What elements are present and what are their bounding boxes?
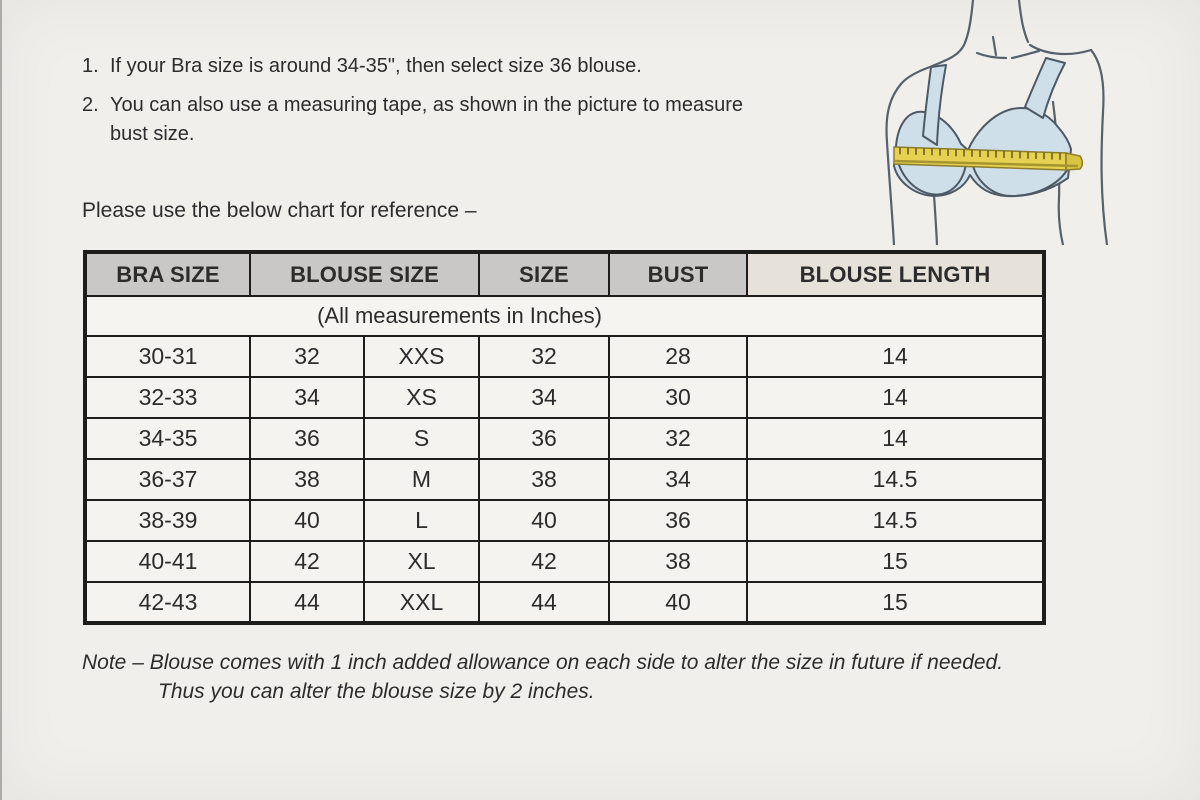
note	[82, 648, 1092, 706]
cell-blouse_size_letter: XL	[364, 541, 479, 582]
cell-bust: 34	[609, 459, 747, 500]
subheader-row	[85, 296, 1044, 336]
cell-blouse_length: 14	[747, 418, 1044, 459]
table-row	[85, 500, 1044, 541]
cell-blouse_length: 14.5	[747, 459, 1044, 500]
col-header-size: SIZE	[479, 252, 609, 296]
size-chart-body	[85, 336, 1044, 623]
cell-blouse_length: 15	[747, 541, 1044, 582]
cell-blouse_size_number: 34	[250, 377, 364, 418]
cell-blouse_length: 14.5	[747, 500, 1044, 541]
cell-size: 36	[479, 418, 609, 459]
cell-blouse_size_number: 40	[250, 500, 364, 541]
table-row	[85, 377, 1044, 418]
cell-bust: 30	[609, 377, 747, 418]
cell-blouse_size_letter: S	[364, 418, 479, 459]
cell-blouse_size_letter: XS	[364, 377, 479, 418]
cell-size: 32	[479, 336, 609, 377]
note-line-1: Note – Blouse comes with 1 inch added allowance on each side to alter the size in future if needed.	[82, 651, 1004, 674]
cell-bra_size: 30-31	[85, 336, 250, 377]
cell-blouse_size_number: 44	[250, 582, 364, 623]
cell-size: 40	[479, 500, 609, 541]
cell-bust: 36	[609, 500, 747, 541]
col-header-bra-size: BRA SIZE	[85, 252, 250, 296]
cell-size: 44	[479, 582, 609, 623]
bust-measurement-illustration	[880, 0, 1200, 245]
bra-shape	[894, 58, 1071, 196]
cell-size: 38	[479, 459, 609, 500]
cell-bra_size: 42-43	[85, 582, 250, 623]
cell-blouse_size_letter: M	[364, 459, 479, 500]
col-header-blouse-length: BLOUSE LENGTH	[747, 252, 1044, 296]
col-header-blouse-size: BLOUSE SIZE	[250, 252, 479, 296]
cell-blouse_length: 15	[747, 582, 1044, 623]
instruction-text: If your Bra size is around 34-35", then select size 36 blouse.	[110, 55, 642, 77]
cell-bust: 38	[609, 541, 747, 582]
note-line-2: Thus you can alter the blouse size by 2 inches.	[158, 680, 595, 703]
scan-edge-artifact	[0, 0, 2, 800]
chart-intro-text: Please use the below chart for reference –	[82, 199, 477, 222]
instructions-list	[82, 52, 842, 159]
cell-blouse_size_letter: XXS	[364, 336, 479, 377]
cell-bra_size: 38-39	[85, 500, 250, 541]
table-row	[85, 582, 1044, 623]
cell-blouse_size_letter: L	[364, 500, 479, 541]
cell-blouse_size_number: 42	[250, 541, 364, 582]
instruction-item-1	[82, 52, 842, 81]
table-row	[85, 459, 1044, 500]
cell-bust: 28	[609, 336, 747, 377]
cell-blouse_size_number: 38	[250, 459, 364, 500]
cell-bra_size: 32-33	[85, 377, 250, 418]
bra-strap-right	[1025, 58, 1065, 118]
instruction-number: 1.	[82, 55, 99, 77]
cell-size: 42	[479, 541, 609, 582]
header-row	[85, 252, 1044, 296]
instruction-item-2	[82, 91, 842, 149]
cell-blouse_length: 14	[747, 336, 1044, 377]
cell-blouse_size_number: 32	[250, 336, 364, 377]
cell-size: 34	[479, 377, 609, 418]
cell-blouse_size_letter: XXL	[364, 582, 479, 623]
cell-bra_size: 40-41	[85, 541, 250, 582]
cell-blouse_length: 14	[747, 377, 1044, 418]
cell-bust: 32	[609, 418, 747, 459]
cell-bra_size: 36-37	[85, 459, 250, 500]
units-note: (All measurements in Inches)	[85, 296, 1044, 336]
table-row	[85, 418, 1044, 459]
cell-bust: 40	[609, 582, 747, 623]
instruction-number: 2.	[82, 94, 99, 116]
tape-tip	[1066, 153, 1082, 170]
cell-blouse_size_number: 36	[250, 418, 364, 459]
table-row	[85, 541, 1044, 582]
col-header-bust: BUST	[609, 252, 747, 296]
cell-bra_size: 34-35	[85, 418, 250, 459]
table-row	[85, 336, 1044, 377]
instruction-text: You can also use a measuring tape, as shown in the picture to measure bust size.	[110, 94, 743, 145]
size-chart-table	[83, 250, 1046, 625]
